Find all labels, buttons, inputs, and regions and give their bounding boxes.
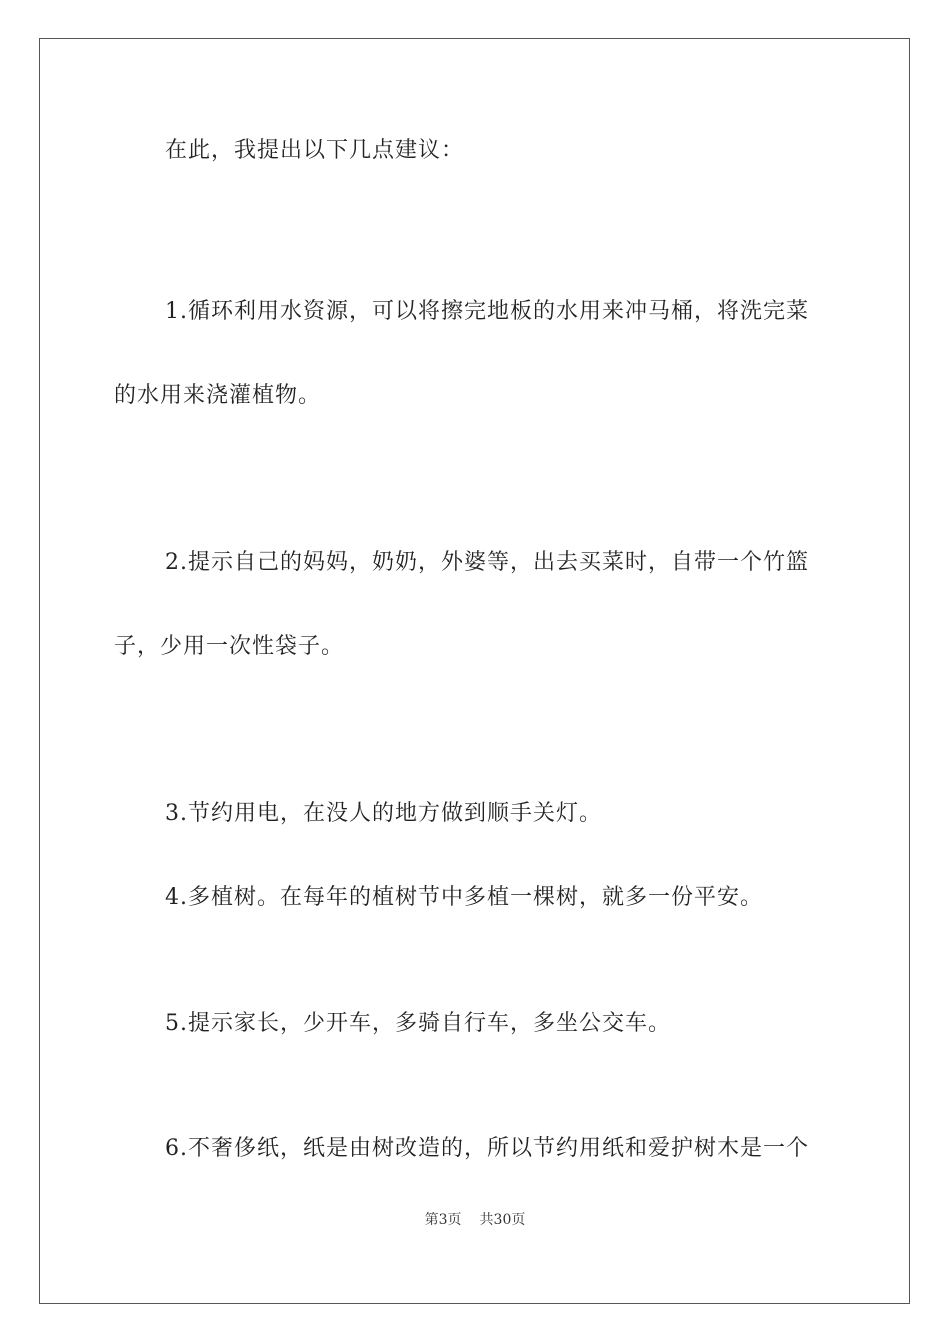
paragraph-line: 6.不奢侈纸，纸是由树改造的，所以节约用纸和爱护树木是一个 <box>165 1136 809 1161</box>
paragraph-line: 子，少用一次性袋子。 <box>114 634 345 659</box>
page-border <box>39 38 910 1304</box>
paragraph-line: 2.提示自己的妈妈，奶奶，外婆等，出去买菜时，自带一个竹篮 <box>165 550 809 575</box>
page-number: 第3页 <box>424 1212 462 1228</box>
paragraph-line: 5.提示家长，少开车，多骑自行车，多坐公交车。 <box>165 1011 671 1036</box>
paragraph-line: 4.多植树。在每年的植树节中多植一棵树，就多一份平安。 <box>165 885 763 910</box>
paragraph-line: 的水用来浇灌植物。 <box>114 383 322 408</box>
paragraph-line: 3.节约用电，在没人的地方做到顺手关灯。 <box>165 801 602 826</box>
total-pages: 共30页 <box>479 1212 526 1228</box>
paragraph-line: 在此，我提出以下几点建议： <box>165 138 465 163</box>
paragraph-line: 1.循环利用水资源，可以将擦完地板的水用来冲马桶，将洗完菜 <box>165 299 809 324</box>
page-footer <box>0 1209 950 1229</box>
